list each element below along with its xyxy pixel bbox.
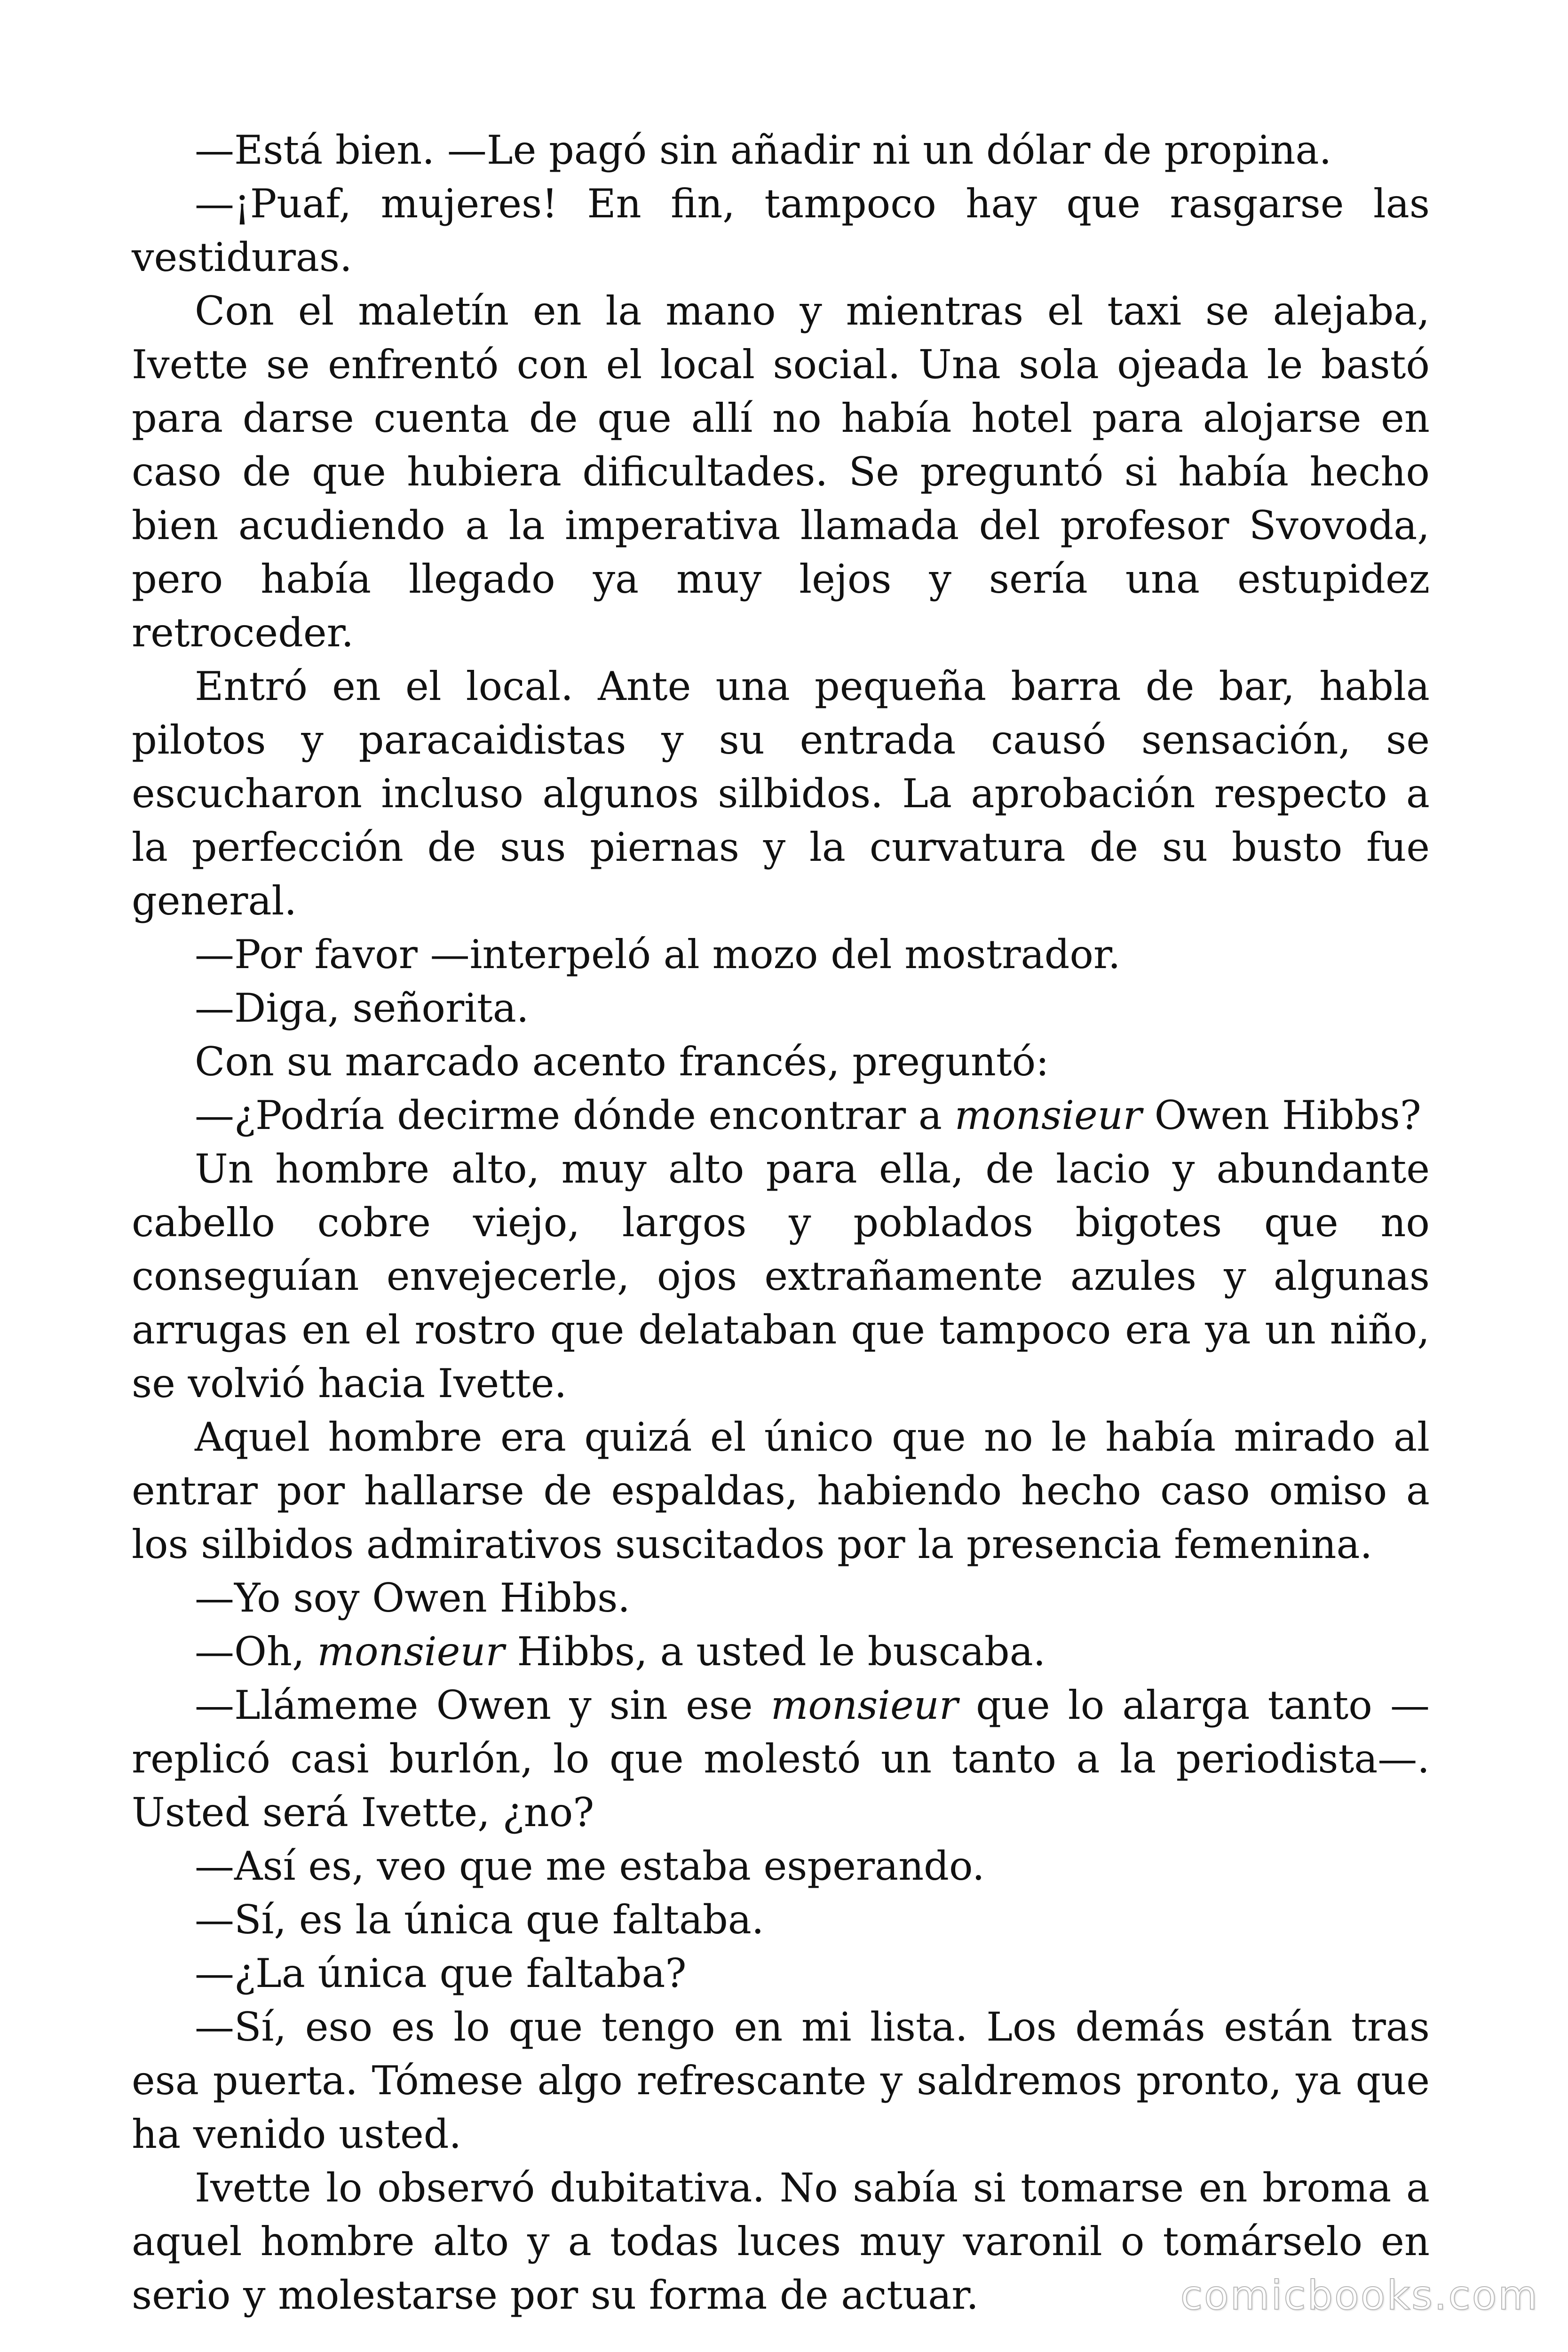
paragraph — [132, 123, 1430, 177]
paragraph — [132, 1142, 1430, 1410]
text-run: —Yo soy Owen Hibbs. — [195, 1575, 631, 1621]
text-run: —¡Puaf, mujeres! En fin, tampoco hay que rasgarse las vestiduras. — [132, 181, 1430, 280]
paragraph — [132, 660, 1430, 928]
text-run: —Diga, señorita. — [195, 985, 529, 1031]
text-run: —Así es, veo que me estaba esperando. — [195, 1843, 985, 1889]
text-run: que lo alarga tanto —replicó casi burlón, lo que molestó un tanto a la periodista—. Usted será Ivette, ¿no? — [132, 1682, 1430, 1836]
paragraph — [132, 1625, 1430, 1678]
paragraph — [132, 1035, 1430, 1089]
text-run: —Sí, eso es lo que tengo en mi lista. Los demás están tras esa puerta. Tómese algo refrescante y saldremos pronto, ya que ha venido usted. — [132, 2004, 1430, 2157]
body-text — [132, 123, 1430, 2322]
paragraph — [132, 1571, 1430, 1625]
paragraph — [132, 1839, 1430, 1893]
paragraph — [132, 2000, 1430, 2161]
text-run: —Oh, — [195, 1629, 317, 1675]
paragraph — [132, 1410, 1430, 1571]
italic-text: monsieur — [317, 1629, 505, 1675]
paragraph — [132, 1893, 1430, 1947]
text-run: —Llámeme Owen y sin ese — [195, 1682, 771, 1728]
italic-text: monsieur — [954, 1092, 1142, 1138]
paragraph — [132, 1947, 1430, 2000]
text-run: —Está bien. —Le pagó sin añadir ni un dólar de propina. — [195, 127, 1332, 173]
text-run: —¿Podría decirme dónde encontrar a — [195, 1092, 955, 1138]
text-run: Un hombre alto, muy alto para ella, de lacio y abundante cabello cobre viejo, largos y poblados bigotes que no conseguían envejecerle, ojos extrañamente azules y algunas arrugas en el rostro que delataban que tampoco era ya un niño, se volvió hacia Ivette. — [132, 1146, 1430, 1406]
italic-text: monsieur — [770, 1682, 958, 1728]
text-run: —Sí, es la única que faltaba. — [195, 1897, 764, 1943]
paragraph — [132, 981, 1430, 1035]
text-run: Ivette lo observó dubitativa. No sabía si tomarse en broma a aquel hombre alto y a todas luces muy varonil o tomárselo en serio y molestarse por su forma de actuar. — [132, 2165, 1430, 2318]
watermark: comicbooks.com — [1180, 2272, 1539, 2319]
paragraph — [132, 1089, 1430, 1142]
text-run: Con su marcado acento francés, preguntó: — [195, 1039, 1049, 1085]
paragraph — [132, 177, 1430, 284]
text-run: Con el maletín en la mano y mientras el taxi se alejaba, Ivette se enfrentó con el local social. Una sola ojeada le bastó para darse cuenta de que allí no había hotel para alojarse en caso de que hubiera dificultades. Se preguntó si había hecho bien acudiendo a la imperativa llamada del profesor Svovoda, pero había llegado ya muy lejos y sería una estupidez retroceder. — [132, 288, 1430, 656]
text-run: Hibbs, a usted le buscaba. — [504, 1629, 1046, 1675]
text-run: Aquel hombre era quizá el único que no le había mirado al entrar por hallarse de espaldas, habiendo hecho caso omiso a los silbidos admirativos suscitados por la presencia femenina. — [132, 1414, 1430, 1567]
paragraph — [132, 284, 1430, 660]
text-run: Entró en el local. Ante una pequeña barra de bar, habla pilotos y paracaidistas y su entrada causó sensación, se escucharon incluso algunos silbidos. La aprobación respecto a la perfección de sus piernas y la curvatura de su busto fue general. — [132, 663, 1430, 924]
text-run: —Por favor —interpeló al mozo del mostrador. — [195, 931, 1121, 977]
paragraph — [132, 928, 1430, 981]
paragraph — [132, 1678, 1430, 1839]
text-run: —¿La única que faltaba? — [195, 1950, 687, 1996]
text-run: Owen Hibbs? — [1141, 1092, 1421, 1138]
